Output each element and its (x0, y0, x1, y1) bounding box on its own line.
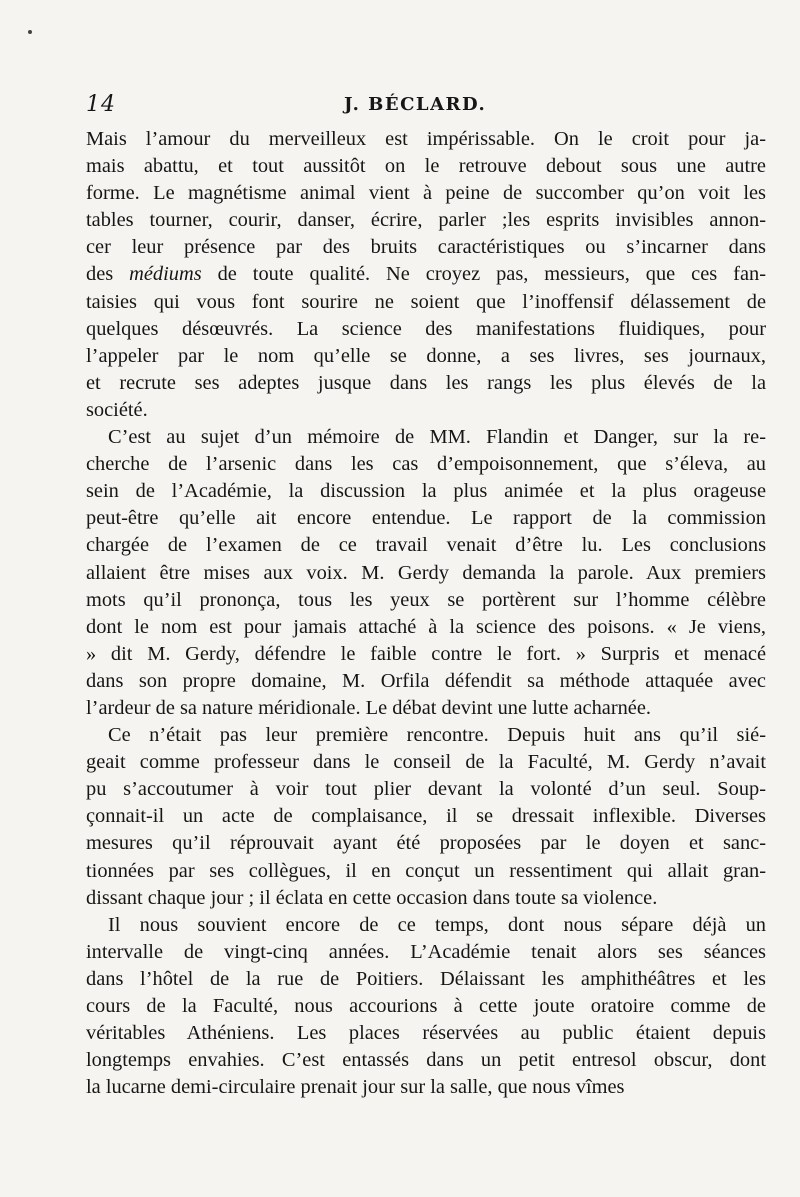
text-line: C’est au sujet d’un mémoire de MM. Flandin et Danger, sur la re- (108, 426, 766, 449)
text-line: pu s’accoutumer à voir tout plier devant la volonté d’un seul. Soup- (86, 778, 766, 801)
text-line: çonnait-il un acte de complaisance, il se dressait inflexible. Diverses (86, 805, 766, 828)
text-line: dans son propre domaine, M. Orfila défendit sa méthode attaquée avec (86, 669, 766, 692)
text-line: sein de l’Académie, la discussion la plus animée et la plus orageuse (86, 480, 766, 503)
text-line: dans l’hôtel de la rue de Poitiers. Délaissant les amphithéâtres et les (86, 967, 766, 990)
paragraph (86, 424, 766, 722)
text-line: l’ardeur de sa nature méridionale. Le débat devint une lutte acharnée. (86, 696, 652, 719)
text-line: longtemps envahies. C’est entassés dans un petit entresol obscur, dont (86, 1049, 766, 1072)
text-line: taisies qui vous font sourire ne soient que l’inoffensif délassement de (86, 290, 766, 313)
text-line: dont le nom est pour jamais attaché à la science des poisons. « Je viens, (86, 615, 766, 638)
page-number: 14 (86, 92, 116, 117)
text-line: tables tourner, courir, danser, écrire, parler ;les esprits invisibles annon- (86, 209, 766, 232)
text-line: dissant chaque jour ; il éclata en cette occasion dans toute sa violence. (86, 886, 658, 909)
ink-speck (28, 30, 32, 34)
text-line: mais abattu, et tout aussitôt on le retrouve debout sous une autre (86, 155, 766, 178)
text-line: chargée de l’examen de ce travail venait d’être lu. Les conclusions (86, 534, 766, 557)
text-line: Mais l’amour du merveilleux est impérissable. On le croit pour ja- (86, 128, 766, 150)
text-line: tionnées par ses collègues, il en conçut un ressentiment qui allait gran- (86, 859, 766, 882)
text-line: forme. Le magnétisme animal vient à peine de succomber qu’on voit les (86, 182, 766, 205)
text-line: allaient être mises aux voix. M. Gerdy demanda la parole. Aux premiers (86, 561, 766, 584)
text-line: peut-être qu’elle ait encore entendue. Le rapport de la commission (86, 507, 766, 530)
text-line: mots qu’il prononça, tous les yeux se portèrent sur l’homme célèbre (86, 588, 766, 611)
text-line: Ce n’était pas leur première rencontre. Depuis huit ans qu’il sié- (108, 724, 766, 747)
text-line: geait comme professeur dans le conseil de la Faculté, M. Gerdy n’avait (86, 751, 766, 774)
body-text (86, 126, 766, 1101)
text-line: véritables Athéniens. Les places réservées au public étaient depuis (86, 1022, 766, 1045)
paragraph (86, 912, 766, 1102)
paragraph (86, 126, 766, 424)
text-line: des médiums de toute qualité. Ne croyez pas, messieurs, que ces fan- (86, 263, 766, 286)
text-line: mesures qu’il réprouvait ayant été proposées par le doyen et sanc- (86, 832, 766, 855)
text-line: et recrute ses adeptes jusque dans les rangs les plus élevés de la (86, 371, 766, 394)
paragraph (86, 722, 766, 912)
text-line: cours de la Faculté, nous accourions à cette joute oratoire comme de (86, 995, 766, 1017)
text-line: cherche de l’arsenic dans les cas d’empoisonnement, que s’éleva, au (86, 453, 766, 476)
text-line: la lucarne demi-circulaire prenait jour sur la salle, que nous vîmes (86, 1076, 625, 1099)
page-header (86, 92, 766, 120)
running-head: J. BÉCLARD. (344, 94, 487, 115)
text-line: l’appeler par le nom qu’elle se donne, a ses livres, ses journaux, (86, 344, 766, 367)
text-line: quelques désœuvrés. La science des manifestations fluidiques, pour (86, 317, 766, 340)
text-line: intervalle de vingt-cinq années. L’Académie tenait alors ses séances (86, 940, 766, 963)
text-line: Il nous souvient encore de ce temps, dont nous sépare déjà un (108, 913, 766, 936)
text-line: » dit M. Gerdy, défendre le faible contre le fort. » Surpris et menacé (86, 642, 766, 665)
text-line: cer leur présence par des bruits caractéristiques ou s’incarner dans (86, 236, 766, 259)
text-line: société. (86, 398, 148, 421)
